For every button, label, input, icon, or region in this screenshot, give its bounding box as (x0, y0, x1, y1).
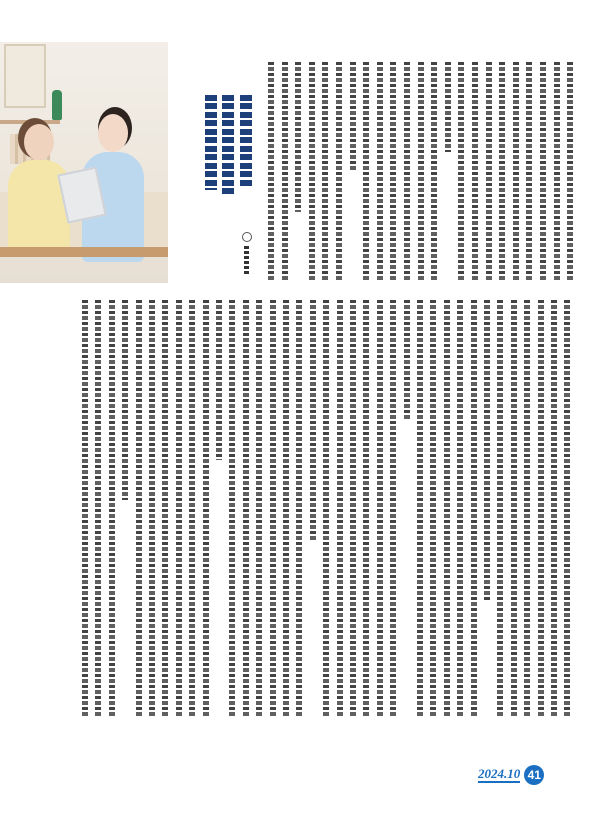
text-column (554, 62, 560, 280)
text-column (540, 62, 546, 280)
page-number: 41 (524, 765, 544, 785)
vase (52, 90, 62, 120)
text-column (122, 300, 128, 500)
text-column (363, 62, 369, 280)
title-line (205, 95, 217, 190)
text-column (564, 300, 570, 718)
title-line (240, 95, 252, 187)
text-column (445, 62, 451, 152)
text-column (243, 300, 249, 718)
text-column (390, 300, 396, 718)
text-column (176, 300, 182, 718)
text-column (256, 300, 262, 718)
text-column (526, 62, 532, 280)
title-line (222, 95, 234, 195)
text-column (538, 300, 544, 718)
text-column (336, 62, 342, 280)
text-column (471, 300, 477, 718)
young-woman-head (98, 114, 128, 152)
text-column (457, 300, 463, 718)
text-column (430, 300, 436, 718)
text-column (268, 62, 274, 280)
text-column (322, 62, 328, 280)
text-column (497, 300, 503, 718)
text-column (350, 62, 356, 172)
text-column (283, 300, 289, 718)
text-column (310, 300, 316, 540)
text-column (350, 300, 356, 718)
text-column (162, 300, 168, 718)
text-column (229, 300, 235, 718)
byline-author (244, 246, 249, 276)
article-photo (0, 42, 168, 283)
text-column (524, 300, 530, 718)
text-column (444, 300, 450, 718)
text-column (486, 62, 492, 280)
text-column (404, 300, 410, 420)
text-column (377, 62, 383, 280)
text-column (499, 62, 505, 280)
text-column (363, 300, 369, 718)
text-column (431, 62, 437, 280)
text-column (337, 300, 343, 718)
text-column (472, 62, 478, 280)
text-column (270, 300, 276, 718)
text-column (458, 62, 464, 280)
text-column (390, 62, 396, 280)
text-column (418, 62, 424, 280)
text-column (109, 300, 115, 718)
text-column (216, 300, 222, 460)
text-column (295, 62, 301, 212)
table (0, 247, 168, 257)
text-column (551, 300, 557, 718)
text-column (189, 300, 195, 718)
issue-date: 2024.10 (478, 766, 521, 781)
text-column (149, 300, 155, 718)
text-column (511, 300, 517, 718)
text-column (567, 62, 573, 280)
wall-art (4, 44, 46, 108)
text-column (323, 300, 329, 718)
text-column (484, 300, 490, 600)
text-column (136, 300, 142, 718)
text-column (377, 300, 383, 718)
text-column (203, 300, 209, 718)
page-footer (478, 765, 544, 785)
text-column (282, 62, 288, 280)
elder-woman-head (24, 124, 54, 160)
shelf (0, 120, 60, 124)
text-column (95, 300, 101, 718)
text-column (309, 62, 315, 280)
text-column (296, 300, 302, 718)
text-column (417, 300, 423, 718)
byline-circle-icon (242, 232, 252, 242)
text-column (82, 300, 88, 718)
text-column (513, 62, 519, 280)
text-column (404, 62, 410, 280)
